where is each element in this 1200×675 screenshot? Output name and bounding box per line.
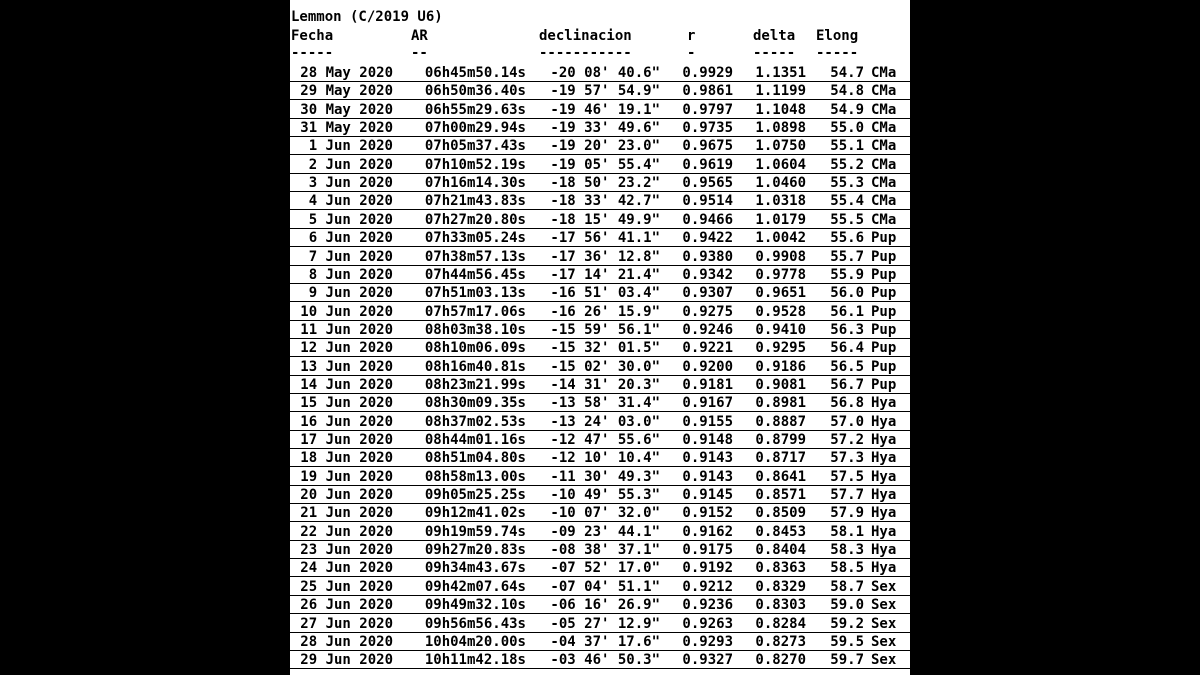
table-row <box>290 358 910 376</box>
table-row <box>290 101 910 119</box>
cell-delta: 1.0042 <box>755 230 806 247</box>
cell-r: 0.9275 <box>682 303 733 320</box>
cell-ar: 07h51m03.13s <box>424 285 526 302</box>
cell-fecha: 7 Jun 2020 <box>308 248 393 265</box>
cell-fecha: 12 Jun 2020 <box>300 340 393 357</box>
cell-fecha: 31 May 2020 <box>300 120 393 137</box>
cell-elong: 56.0 <box>830 285 864 302</box>
cell-elong: 59.7 <box>830 652 864 669</box>
cell-elong: 59.5 <box>830 633 864 650</box>
table-row <box>290 321 910 339</box>
cell-fecha: 16 Jun 2020 <box>300 413 393 430</box>
cell-ar: 08h03m38.10s <box>424 321 526 338</box>
cell-ar: 06h45m50.14s <box>424 65 526 81</box>
cell-fecha: 29 May 2020 <box>300 83 393 100</box>
cell-r: 0.9342 <box>682 266 733 283</box>
cell-constellation: CMa <box>871 65 897 81</box>
cell-delta: 0.8453 <box>755 523 806 540</box>
cell-delta: 1.1351 <box>755 65 806 81</box>
cell-fecha: 2 Jun 2020 <box>308 156 393 173</box>
underline-ar: -- <box>411 45 428 61</box>
cell-declinacion: -10 49' 55.3" <box>550 487 660 504</box>
table-row <box>290 596 910 614</box>
table-row <box>290 486 910 504</box>
cell-declinacion: -15 02' 30.0" <box>550 358 660 375</box>
cell-fecha: 25 Jun 2020 <box>300 578 393 595</box>
cell-r: 0.9167 <box>682 395 733 412</box>
cell-constellation: Sex <box>871 652 897 669</box>
cell-fecha: 6 Jun 2020 <box>308 230 393 247</box>
cell-declinacion: -03 46' 50.3" <box>550 652 660 669</box>
cell-ar: 07h05m37.43s <box>424 138 526 155</box>
table-row <box>290 394 910 412</box>
table-row <box>290 431 910 449</box>
cell-elong: 55.0 <box>830 120 864 137</box>
cell-fecha: 3 Jun 2020 <box>308 175 393 192</box>
cell-fecha: 9 Jun 2020 <box>308 285 393 302</box>
cell-r: 0.9148 <box>682 432 733 448</box>
cell-r: 0.9307 <box>682 285 733 302</box>
cell-ar: 07h33m05.24s <box>424 230 526 247</box>
cell-declinacion: -07 04' 51.1" <box>550 578 660 595</box>
cell-constellation: CMa <box>871 193 897 210</box>
cell-elong: 54.7 <box>830 65 864 81</box>
cell-declinacion: -18 33' 42.7" <box>550 193 660 210</box>
cell-elong: 58.7 <box>830 578 864 595</box>
cell-fecha: 20 Jun 2020 <box>300 487 393 504</box>
cell-declinacion: -11 30' 49.3" <box>550 468 660 485</box>
cell-declinacion: -04 37' 17.6" <box>550 633 660 650</box>
cell-delta: 0.8509 <box>755 505 806 522</box>
cell-constellation: CMa <box>871 211 897 228</box>
cell-ar: 07h00m29.94s <box>424 120 526 137</box>
cell-elong: 56.5 <box>830 358 864 375</box>
cell-fecha: 29 Jun 2020 <box>300 652 393 669</box>
table-row <box>290 413 910 431</box>
cell-declinacion: -19 20' 23.0" <box>550 138 660 155</box>
cell-declinacion: -14 31' 20.3" <box>550 376 660 393</box>
cell-r: 0.9293 <box>682 633 733 650</box>
cell-declinacion: -18 50' 23.2" <box>550 175 660 192</box>
cell-delta: 0.8329 <box>755 578 806 595</box>
cell-r: 0.9797 <box>682 101 733 118</box>
cell-ar: 08h44m01.16s <box>424 432 526 448</box>
cell-constellation: Sex <box>871 578 897 595</box>
table-row <box>290 248 910 266</box>
cell-ar: 07h16m14.30s <box>424 175 526 192</box>
cell-ar: 09h05m25.25s <box>424 487 526 504</box>
table-row <box>290 339 910 357</box>
cell-ar: 07h21m43.83s <box>424 193 526 210</box>
cell-elong: 55.9 <box>830 266 864 283</box>
page-title: Lemmon (C/2019 U6) <box>291 9 443 25</box>
cell-constellation: Hya <box>871 468 897 485</box>
cell-elong: 56.8 <box>830 395 864 412</box>
cell-delta: 0.8799 <box>755 432 806 448</box>
cell-delta: 0.8404 <box>755 542 806 559</box>
cell-ar: 08h51m04.80s <box>424 450 526 467</box>
cell-constellation: CMa <box>871 83 897 100</box>
cell-delta: 0.8303 <box>755 597 806 614</box>
cell-declinacion: -19 33' 49.6" <box>550 120 660 137</box>
cell-declinacion: -15 59' 56.1" <box>550 321 660 338</box>
cell-ar: 08h10m06.09s <box>424 340 526 357</box>
cell-r: 0.9929 <box>682 65 733 81</box>
table-row <box>290 266 910 284</box>
cell-delta: 1.1199 <box>755 83 806 100</box>
cell-elong: 59.0 <box>830 597 864 614</box>
cell-delta: 0.9081 <box>755 376 806 393</box>
table-row <box>290 303 910 321</box>
cell-declinacion: -20 08' 40.6" <box>550 65 660 81</box>
cell-delta: 1.1048 <box>755 101 806 118</box>
cell-declinacion: -12 10' 10.4" <box>550 450 660 467</box>
cell-constellation: Hya <box>871 395 897 412</box>
cell-delta: 0.9908 <box>755 248 806 265</box>
header-delta: delta <box>753 28 796 44</box>
header-underline-line <box>290 44 910 62</box>
cell-declinacion: -17 14' 21.4" <box>550 266 660 283</box>
cell-delta: 1.0179 <box>755 211 806 228</box>
cell-delta: 0.8887 <box>755 413 806 430</box>
cell-elong: 55.4 <box>830 193 864 210</box>
table-row <box>290 578 910 596</box>
cell-elong: 57.9 <box>830 505 864 522</box>
cell-declinacion: -05 27' 12.9" <box>550 615 660 632</box>
cell-fecha: 19 Jun 2020 <box>300 468 393 485</box>
table-row <box>290 229 910 247</box>
cell-constellation: Sex <box>871 615 897 632</box>
header-fecha: Fecha <box>291 28 334 44</box>
cell-constellation: Pup <box>871 340 897 357</box>
cell-fecha: 15 Jun 2020 <box>300 395 393 412</box>
cell-ar: 09h34m43.67s <box>424 560 526 577</box>
cell-constellation: Sex <box>871 597 897 614</box>
table-row <box>290 523 910 541</box>
cell-declinacion: -19 57' 54.9" <box>550 83 660 100</box>
cell-constellation: Pup <box>871 376 897 393</box>
cell-r: 0.9735 <box>682 120 733 137</box>
cell-ar: 07h44m56.45s <box>424 266 526 283</box>
cell-fecha: 10 Jun 2020 <box>300 303 393 320</box>
cell-declinacion: -17 56' 41.1" <box>550 230 660 247</box>
cell-constellation: Hya <box>871 523 897 540</box>
cell-ar: 10h04m20.00s <box>424 633 526 650</box>
cell-delta: 0.8717 <box>755 450 806 467</box>
cell-elong: 55.1 <box>830 138 864 155</box>
cell-constellation: Pup <box>871 248 897 265</box>
cell-declinacion: -16 51' 03.4" <box>550 285 660 302</box>
cell-fecha: 22 Jun 2020 <box>300 523 393 540</box>
cell-delta: 0.9528 <box>755 303 806 320</box>
header-ar: AR <box>411 28 428 44</box>
cell-constellation: Pup <box>871 266 897 283</box>
cell-declinacion: -18 15' 49.9" <box>550 211 660 228</box>
cell-constellation: CMa <box>871 101 897 118</box>
cell-declinacion: -12 47' 55.6" <box>550 432 660 448</box>
table-row <box>290 192 910 210</box>
cell-ar: 10h11m42.18s <box>424 652 526 669</box>
cell-fecha: 4 Jun 2020 <box>308 193 393 210</box>
cell-r: 0.9143 <box>682 450 733 467</box>
cell-delta: 0.8571 <box>755 487 806 504</box>
table-row <box>290 651 910 669</box>
cell-constellation: Pup <box>871 358 897 375</box>
cell-constellation: Hya <box>871 450 897 467</box>
cell-elong: 57.7 <box>830 487 864 504</box>
cell-fecha: 5 Jun 2020 <box>308 211 393 228</box>
cell-elong: 56.4 <box>830 340 864 357</box>
cell-ar: 07h57m17.06s <box>424 303 526 320</box>
cell-delta: 0.9295 <box>755 340 806 357</box>
cell-declinacion: -19 05' 55.4" <box>550 156 660 173</box>
cell-elong: 54.9 <box>830 101 864 118</box>
cell-r: 0.9143 <box>682 468 733 485</box>
table-row <box>290 137 910 155</box>
underline-r: - <box>687 45 696 61</box>
cell-constellation: Hya <box>871 542 897 559</box>
table-row <box>290 633 910 651</box>
table-row <box>290 376 910 394</box>
cell-r: 0.9263 <box>682 615 733 632</box>
cell-elong: 56.7 <box>830 376 864 393</box>
cell-elong: 58.1 <box>830 523 864 540</box>
cell-delta: 0.9651 <box>755 285 806 302</box>
cell-r: 0.9565 <box>682 175 733 192</box>
cell-delta: 1.0898 <box>755 120 806 137</box>
cell-declinacion: -13 24' 03.0" <box>550 413 660 430</box>
underline-fecha: ----- <box>291 45 334 61</box>
cell-declinacion: -08 38' 37.1" <box>550 542 660 559</box>
ephemeris-sheet <box>290 0 910 675</box>
cell-r: 0.9675 <box>682 138 733 155</box>
underline-declinacion: ----------- <box>539 45 632 61</box>
cell-elong: 55.7 <box>830 248 864 265</box>
table-row <box>290 174 910 192</box>
cell-ar: 06h50m36.40s <box>424 83 526 100</box>
cell-fecha: 30 May 2020 <box>300 101 393 118</box>
cell-elong: 58.5 <box>830 560 864 577</box>
cell-elong: 56.1 <box>830 303 864 320</box>
cell-fecha: 18 Jun 2020 <box>300 450 393 467</box>
cell-ar: 09h56m56.43s <box>424 615 526 632</box>
cell-elong: 54.8 <box>830 83 864 100</box>
cell-r: 0.9236 <box>682 597 733 614</box>
cell-r: 0.9380 <box>682 248 733 265</box>
cell-delta: 1.0750 <box>755 138 806 155</box>
cell-elong: 55.2 <box>830 156 864 173</box>
cell-fecha: 26 Jun 2020 <box>300 597 393 614</box>
cell-delta: 0.8363 <box>755 560 806 577</box>
cell-ar: 09h27m20.83s <box>424 542 526 559</box>
cell-delta: 0.8284 <box>755 615 806 632</box>
underline-delta: ----- <box>753 45 796 61</box>
cell-declinacion: -09 23' 44.1" <box>550 523 660 540</box>
cell-r: 0.9514 <box>682 193 733 210</box>
cell-constellation: Hya <box>871 560 897 577</box>
table-row <box>290 156 910 174</box>
cell-r: 0.9145 <box>682 487 733 504</box>
cell-elong: 59.2 <box>830 615 864 632</box>
header-line <box>290 27 910 45</box>
table-row <box>290 615 910 633</box>
cell-constellation: Pup <box>871 321 897 338</box>
cell-r: 0.9212 <box>682 578 733 595</box>
cell-ar: 09h19m59.74s <box>424 523 526 540</box>
cell-r: 0.9466 <box>682 211 733 228</box>
cell-fecha: 28 Jun 2020 <box>300 633 393 650</box>
cell-ar: 09h49m32.10s <box>424 597 526 614</box>
table-row <box>290 284 910 302</box>
cell-constellation: Hya <box>871 432 897 448</box>
cell-r: 0.9152 <box>682 505 733 522</box>
cell-fecha: 1 Jun 2020 <box>308 138 393 155</box>
cell-r: 0.9861 <box>682 83 733 100</box>
cell-constellation: Pup <box>871 230 897 247</box>
cell-delta: 0.8270 <box>755 652 806 669</box>
cell-ar: 07h38m57.13s <box>424 248 526 265</box>
cell-fecha: 27 Jun 2020 <box>300 615 393 632</box>
cell-declinacion: -10 07' 32.0" <box>550 505 660 522</box>
cell-delta: 0.8273 <box>755 633 806 650</box>
cell-constellation: Hya <box>871 487 897 504</box>
table-row <box>290 64 910 82</box>
cell-declinacion: -17 36' 12.8" <box>550 248 660 265</box>
cell-fecha: 24 Jun 2020 <box>300 560 393 577</box>
cell-ar: 08h37m02.53s <box>424 413 526 430</box>
header-elong: Elong <box>816 28 859 44</box>
cell-delta: 0.8641 <box>755 468 806 485</box>
cell-constellation: Sex <box>871 633 897 650</box>
cell-elong: 58.3 <box>830 542 864 559</box>
cell-delta: 0.8981 <box>755 395 806 412</box>
cell-declinacion: -06 16' 26.9" <box>550 597 660 614</box>
cell-declinacion: -13 58' 31.4" <box>550 395 660 412</box>
cell-declinacion: -07 52' 17.0" <box>550 560 660 577</box>
table-row <box>290 559 910 577</box>
cell-r: 0.9192 <box>682 560 733 577</box>
table-row <box>290 82 910 100</box>
table-row <box>290 541 910 559</box>
cell-r: 0.9619 <box>682 156 733 173</box>
cell-delta: 0.9778 <box>755 266 806 283</box>
cell-fecha: 8 Jun 2020 <box>308 266 393 283</box>
cell-constellation: Hya <box>871 413 897 430</box>
table-row <box>290 211 910 229</box>
cell-constellation: Pup <box>871 303 897 320</box>
cell-r: 0.9175 <box>682 542 733 559</box>
cell-fecha: 21 Jun 2020 <box>300 505 393 522</box>
cell-r: 0.9162 <box>682 523 733 540</box>
cell-declinacion: -16 26' 15.9" <box>550 303 660 320</box>
cell-r: 0.9422 <box>682 230 733 247</box>
cell-r: 0.9181 <box>682 376 733 393</box>
cell-elong: 55.3 <box>830 175 864 192</box>
cell-r: 0.9246 <box>682 321 733 338</box>
table-row <box>290 468 910 486</box>
cell-ar: 08h58m13.00s <box>424 468 526 485</box>
cell-r: 0.9155 <box>682 413 733 430</box>
cell-fecha: 28 May 2020 <box>300 65 393 81</box>
cell-constellation: CMa <box>871 138 897 155</box>
cell-constellation: CMa <box>871 156 897 173</box>
cell-fecha: 13 Jun 2020 <box>300 358 393 375</box>
cell-elong: 57.0 <box>830 413 864 430</box>
cell-declinacion: -15 32' 01.5" <box>550 340 660 357</box>
cell-elong: 57.3 <box>830 450 864 467</box>
cell-constellation: CMa <box>871 175 897 192</box>
cell-elong: 57.5 <box>830 468 864 485</box>
cell-ar: 07h10m52.19s <box>424 156 526 173</box>
cell-delta: 1.0460 <box>755 175 806 192</box>
cell-ar: 08h23m21.99s <box>424 376 526 393</box>
cell-ar: 08h30m09.35s <box>424 395 526 412</box>
cell-fecha: 11 Jun 2020 <box>300 321 393 338</box>
cell-ar: 09h12m41.02s <box>424 505 526 522</box>
cell-ar: 06h55m29.63s <box>424 101 526 118</box>
cell-ar: 09h42m07.64s <box>424 578 526 595</box>
cell-delta: 1.0604 <box>755 156 806 173</box>
table-row <box>290 449 910 467</box>
cell-elong: 55.6 <box>830 230 864 247</box>
cell-fecha: 23 Jun 2020 <box>300 542 393 559</box>
cell-r: 0.9200 <box>682 358 733 375</box>
cell-elong: 56.3 <box>830 321 864 338</box>
title-line <box>290 8 910 26</box>
cell-ar: 08h16m40.81s <box>424 358 526 375</box>
cell-fecha: 14 Jun 2020 <box>300 376 393 393</box>
cell-delta: 0.9186 <box>755 358 806 375</box>
cell-elong: 55.5 <box>830 211 864 228</box>
header-declinacion: declinacion <box>539 28 632 44</box>
cell-constellation: Hya <box>871 505 897 522</box>
cell-declinacion: -19 46' 19.1" <box>550 101 660 118</box>
table-row <box>290 119 910 137</box>
cell-r: 0.9327 <box>682 652 733 669</box>
underline-elong: ----- <box>816 45 859 61</box>
header-r: r <box>687 28 696 44</box>
cell-constellation: Pup <box>871 285 897 302</box>
cell-constellation: CMa <box>871 120 897 137</box>
table-row <box>290 504 910 522</box>
cell-fecha: 17 Jun 2020 <box>300 432 393 448</box>
cell-delta: 1.0318 <box>755 193 806 210</box>
cell-ar: 07h27m20.80s <box>424 211 526 228</box>
cell-r: 0.9221 <box>682 340 733 357</box>
cell-elong: 57.2 <box>830 432 864 448</box>
cell-delta: 0.9410 <box>755 321 806 338</box>
